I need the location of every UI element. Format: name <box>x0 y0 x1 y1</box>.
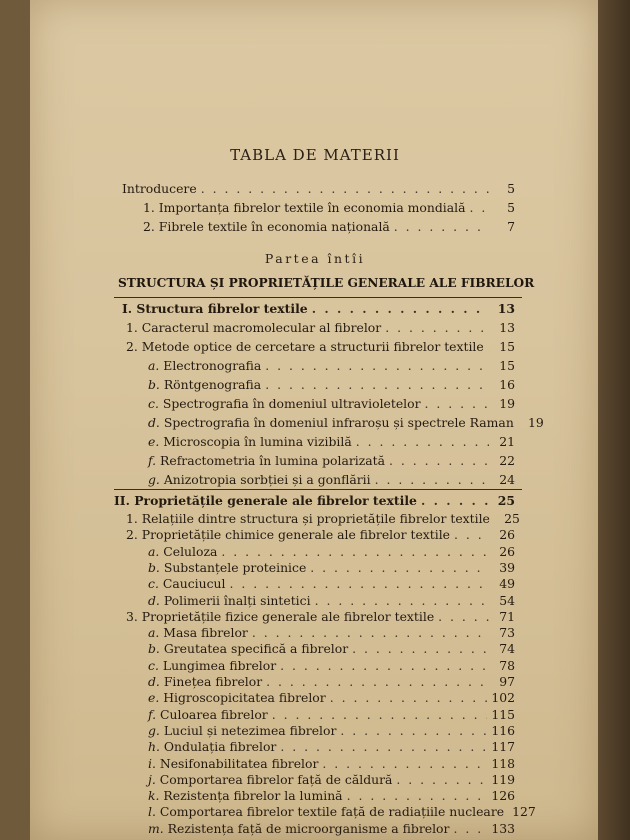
toc-entry: j. Comportarea fibrelor față de căldură . . . 119 <box>148 772 515 788</box>
toc-entry: b. Substanțele proteinice . . . 39 <box>148 560 515 576</box>
toc-entry: c. Cauciucul . . . 49 <box>148 576 515 592</box>
toc-entry: c. Spectrografia în domeniul ultravioletelor . . . 19 <box>148 395 515 413</box>
toc-entry: d. Polimerii înalți sintetici . . . 54 <box>148 593 515 609</box>
toc-entry: h. Ondulația fibrelor . . . 117 <box>148 739 515 755</box>
toc-entry: 1. Relațiile dintre structura și proprietățile fibrelor textile 25 <box>126 511 520 526</box>
toc-entry: e. Higroscopicitatea fibrelor . . . 102 <box>148 690 515 706</box>
toc-entry: e. Microscopia în lumina vizibilă . . . 21 <box>148 433 515 451</box>
heading-rule <box>114 297 522 298</box>
toc-entry: 2. Proprietățile chimice generale ale fibrelor textile . . . 26 <box>126 527 515 543</box>
toc-entry: 3. Proprietățile fizice generale ale fibrelor textile . . . 71 <box>126 609 515 625</box>
toc-entry: a. Electronografia . . . 15 <box>148 357 515 375</box>
toc-entry: c. Lungimea fibrelor . . . 78 <box>148 658 515 674</box>
toc-entry: 2. Fibrele textile în economia națională . . . 7 <box>143 218 515 236</box>
toc-entry: b. Greutatea specifică a fibrelor . . . 74 <box>148 641 515 657</box>
toc-entry: 2. Metode optice de cercetare a structurii fibrelor textile . . . 15 <box>126 338 515 356</box>
part-title: Partea întîi <box>264 251 366 266</box>
toc-entry: 1. Caracterul macromolecular al fibrelor . . . 13 <box>126 319 515 337</box>
toc-entry: g. Anizotropia sorbției și a gonflării . . . 24 <box>148 471 515 489</box>
toc-entry: Introducere . . . 5 <box>122 180 515 198</box>
part-heading: STRUCTURA ȘI PROPRIETĂȚILE GENERALE ALE FIBRELOR <box>118 276 535 290</box>
toc-entry: i. Nesifonabilitatea fibrelor . . . 118 <box>148 756 515 772</box>
toc-entry: 1. Importanța fibrelor textile în economia mondială . . . 5 <box>143 199 515 217</box>
page-title: TABLA DE MATERII <box>230 146 400 164</box>
section-1-heading: I. Structura fibrelor textile . . . 13 <box>122 300 515 318</box>
toc-entry: d. Spectrografia în domeniul infraroșu și spectrele Raman 19 <box>148 415 544 430</box>
section-2-heading: II. Proprietățile generale ale fibrelor textile . . . 25 <box>114 492 515 510</box>
toc-entry: d. Finețea fibrelor . . . 97 <box>148 674 515 690</box>
toc-entry: f. Refractometria în lumina polarizată . . . 22 <box>148 452 515 470</box>
toc-entry: l. Comportarea fibrelor textile față de radiațiile nucleare 127 <box>148 804 536 820</box>
section-rule <box>114 489 522 490</box>
toc-entry: k. Rezistența fibrelor la lumină . . . 126 <box>148 788 515 804</box>
toc-entry: f. Culoarea fibrelor . . . 115 <box>148 707 515 723</box>
toc-entry: m. Rezistența față de microorganisme a fibrelor . . . 133 <box>148 821 515 837</box>
toc-entry: g. Luciul și netezimea fibrelor . . . 116 <box>148 723 515 739</box>
toc-entry: a. Celuloza . . . 26 <box>148 544 515 560</box>
toc-entry: b. Röntgenografia . . . 16 <box>148 376 515 394</box>
page-edge <box>598 0 630 840</box>
toc-entry: a. Masa fibrelor . . . 73 <box>148 625 515 641</box>
